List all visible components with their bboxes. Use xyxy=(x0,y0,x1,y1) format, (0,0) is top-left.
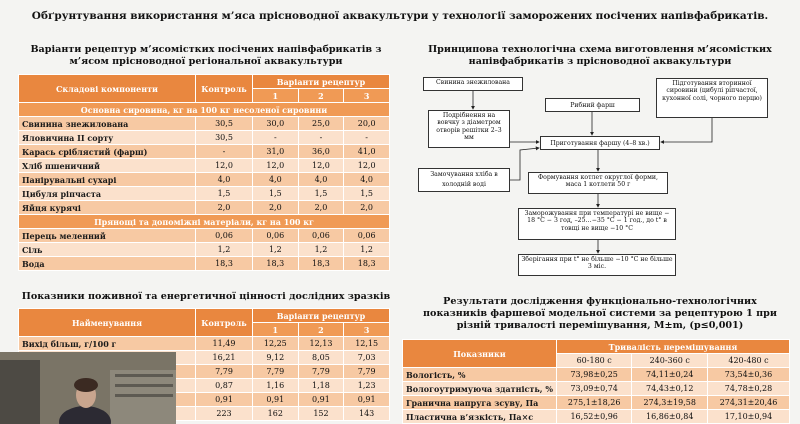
table-cell: 4,0 xyxy=(344,173,390,187)
table-cell: 73,98±0,25 xyxy=(556,368,632,382)
table-row xyxy=(403,382,790,396)
table-cell: 7,79 xyxy=(253,365,299,379)
table-cell: 9,12 xyxy=(253,351,299,365)
duration-2: 240-360 с xyxy=(632,354,708,368)
table-row xyxy=(403,368,790,382)
table-cell: 1,2 xyxy=(298,243,344,257)
table-cell: - xyxy=(253,131,299,145)
table-cell: 7,79 xyxy=(196,365,253,379)
nutrition-heading: Показники поживної та енергетичної цінності дослідних зразків xyxy=(21,291,391,302)
table-cell: 18,3 xyxy=(253,257,299,271)
scheme-pork: Свинина знежилована xyxy=(423,77,523,91)
duration-1: 60-180 с xyxy=(556,354,632,368)
table-cell: 0,91 xyxy=(344,393,390,407)
table-cell: 1,5 xyxy=(298,187,344,201)
table-cell: 2,0 xyxy=(253,201,299,215)
scheme-form: Формування котлет округлої форми, маса 1 котлети 50 г xyxy=(528,172,668,194)
table-cell: 0,06 xyxy=(298,229,344,243)
scheme-heading: Принципова технологічна схема виготовлення м’ясомістких напівфабрикатів з прісноводної аквакультури xyxy=(428,44,772,67)
results-heading: Результати дослідження функціонально-технологічних показників фаршевої модельної системи за рецептурою 1 при різній тривалості перемішування, M±m, (p≤0,001) xyxy=(423,296,777,331)
table-cell: 16,52±0,96 xyxy=(556,410,632,424)
table-cell: 0,91 xyxy=(298,393,344,407)
table-cell: 0,06 xyxy=(196,229,253,243)
scheme-freeze: Заморожування при температурі не вище − 18 °С − 3 год, –25…−35 °С − 1 год., до t° в товщі не вище −10 °С xyxy=(518,208,676,240)
webcam-scene xyxy=(0,352,176,424)
scheme-bread: Замочування хліба в холодній воді xyxy=(418,168,510,192)
table-cell: 12,13 xyxy=(298,337,344,351)
row-label: Хліб пшеничний xyxy=(19,159,196,173)
table-cell: 1,2 xyxy=(344,243,390,257)
table-cell: 1,5 xyxy=(344,187,390,201)
table-cell: 73,54±0,36 xyxy=(707,368,789,382)
col-indicator: Показники xyxy=(403,340,557,368)
table-cell: 1,2 xyxy=(196,243,253,257)
table-cell: 12,0 xyxy=(298,159,344,173)
row-label: Яловичина II сорту xyxy=(19,131,196,145)
table-cell: 18,3 xyxy=(196,257,253,271)
row-label: Пластична в’язкість, Па×с xyxy=(403,410,557,424)
table-cell: 1,18 xyxy=(298,379,344,393)
table-cell: 12,15 xyxy=(344,337,390,351)
table-cell: 7,03 xyxy=(344,351,390,365)
variant-1: 1 xyxy=(253,89,299,103)
section-main-raw: Основна сировина, кг на 100 кг несоленої сировини xyxy=(19,103,390,117)
col-name: Найменування xyxy=(19,309,196,337)
table-cell: 73,09±0,74 xyxy=(556,382,632,396)
table-cell: 0,91 xyxy=(196,393,253,407)
table-cell: 1,5 xyxy=(253,187,299,201)
duration-3: 420-480 с xyxy=(707,354,789,368)
table-cell: 16,86±0,84 xyxy=(632,410,708,424)
table-cell: 4,0 xyxy=(298,173,344,187)
table-cell: 18,3 xyxy=(344,257,390,271)
col-control: Контроль xyxy=(196,309,253,337)
table-cell: 74,43±0,12 xyxy=(632,382,708,396)
scheme-mince: Приготування фаршу (4–8 хв.) xyxy=(540,136,660,150)
table-cell: - xyxy=(196,145,253,159)
col-variants: Варіанти рецептур xyxy=(253,309,390,323)
row-label: Вологоутримуюча здатність, % xyxy=(403,382,557,396)
table-cell: 0,06 xyxy=(344,229,390,243)
col-duration: Тривалість перемішування xyxy=(556,340,789,354)
table-cell: 11,49 xyxy=(196,337,253,351)
table-row xyxy=(403,410,790,424)
row-label: Вологість, % xyxy=(403,368,557,382)
table-cell: 30,0 xyxy=(253,117,299,131)
table-cell: 1,16 xyxy=(253,379,299,393)
table-cell: 0,87 xyxy=(196,379,253,393)
recipe-heading: Варіанти рецептур м’ясомістких посічених напівфабрикатів з м’ясом прісноводної регіональної аквакультури xyxy=(30,44,382,67)
row-label: Яйця курячі xyxy=(19,201,196,215)
table-cell: 41,0 xyxy=(344,145,390,159)
variant-2: 2 xyxy=(298,89,344,103)
table-cell: 0,91 xyxy=(253,393,299,407)
table-cell: 31,0 xyxy=(253,145,299,159)
row-label: Сіль xyxy=(19,243,196,257)
table-cell: 162 xyxy=(253,407,299,421)
table-cell: 20,0 xyxy=(344,117,390,131)
variant-2: 2 xyxy=(298,323,344,337)
table-cell: 30,5 xyxy=(196,117,253,131)
table-cell: 7,79 xyxy=(344,365,390,379)
row-label: Вода xyxy=(19,257,196,271)
table-cell: 74,78±0,28 xyxy=(707,382,789,396)
table-cell: 12,0 xyxy=(253,159,299,173)
scheme-store: Зберігання при t° не більше −10 °С не більше 3 міс. xyxy=(518,254,676,276)
row-label: Свинина знежилована xyxy=(19,117,196,131)
table-cell: 4,0 xyxy=(253,173,299,187)
table-cell: 18,3 xyxy=(298,257,344,271)
table-cell: 36,0 xyxy=(298,145,344,159)
table-cell: 274,31±20,46 xyxy=(707,396,789,410)
row-label: Цибуля ріпчаста xyxy=(19,187,196,201)
table-cell: 12,25 xyxy=(253,337,299,351)
table-cell: 7,79 xyxy=(298,365,344,379)
section-spices: Прянощі та допоміжні матеріали, кг на 100 кг xyxy=(19,215,390,229)
variant-1: 1 xyxy=(253,323,299,337)
table-cell: 223 xyxy=(196,407,253,421)
table-cell: 8,05 xyxy=(298,351,344,365)
scheme-grind: Подрібнення на вовчку з діаметром отворів решітки 2–3 мм xyxy=(428,110,510,148)
webcam-video xyxy=(0,352,176,424)
table-cell: 274,3±19,58 xyxy=(632,396,708,410)
table-cell: 2,0 xyxy=(344,201,390,215)
scheme-fish: Рибний фарш xyxy=(545,98,640,112)
variant-3: 3 xyxy=(344,89,390,103)
table-cell: 2,0 xyxy=(298,201,344,215)
col-variants: Варіанти рецептур xyxy=(253,75,390,89)
table-cell: 143 xyxy=(344,407,390,421)
col-control: Контроль xyxy=(196,75,253,103)
table-cell: 275,1±18,26 xyxy=(556,396,632,410)
row-label: Карась сріблястий (фарш) xyxy=(19,145,196,159)
variant-3: 3 xyxy=(344,323,390,337)
table-cell: 30,5 xyxy=(196,131,253,145)
table-cell: 12,0 xyxy=(196,159,253,173)
row-label: Перець меленний xyxy=(19,229,196,243)
page-title: Обґрунтування використання м’яса прісноводної аквакультури у технології заморожених посічених напівфабрикатів. xyxy=(31,10,769,22)
results-table xyxy=(402,339,790,424)
scheme-secondary: Підготування вторинної сировини (цибулі ріпчастої, кухонної солі, чорного перцю) xyxy=(656,78,768,118)
table-cell: 1,2 xyxy=(253,243,299,257)
table-cell: 74,11±0,24 xyxy=(632,368,708,382)
table-cell: 1,5 xyxy=(196,187,253,201)
table-row xyxy=(403,396,790,410)
table-cell: 25,0 xyxy=(298,117,344,131)
table-cell: 2,0 xyxy=(196,201,253,215)
table-cell: 12,0 xyxy=(344,159,390,173)
table-cell: 17,10±0,94 xyxy=(707,410,789,424)
row-label: Гранична напруга зсуву, Па xyxy=(403,396,557,410)
table-cell: 152 xyxy=(298,407,344,421)
table-cell: 0,06 xyxy=(253,229,299,243)
col-component: Складові компоненти xyxy=(19,75,196,103)
row-label: Панірувальні сухарі xyxy=(19,173,196,187)
table-cell: 1,23 xyxy=(344,379,390,393)
table-cell: 4,0 xyxy=(196,173,253,187)
table-cell: 16,21 xyxy=(196,351,253,365)
table-cell: - xyxy=(298,131,344,145)
table-cell: - xyxy=(344,131,390,145)
row-label: Вихід більш, г/100 г xyxy=(19,337,196,351)
